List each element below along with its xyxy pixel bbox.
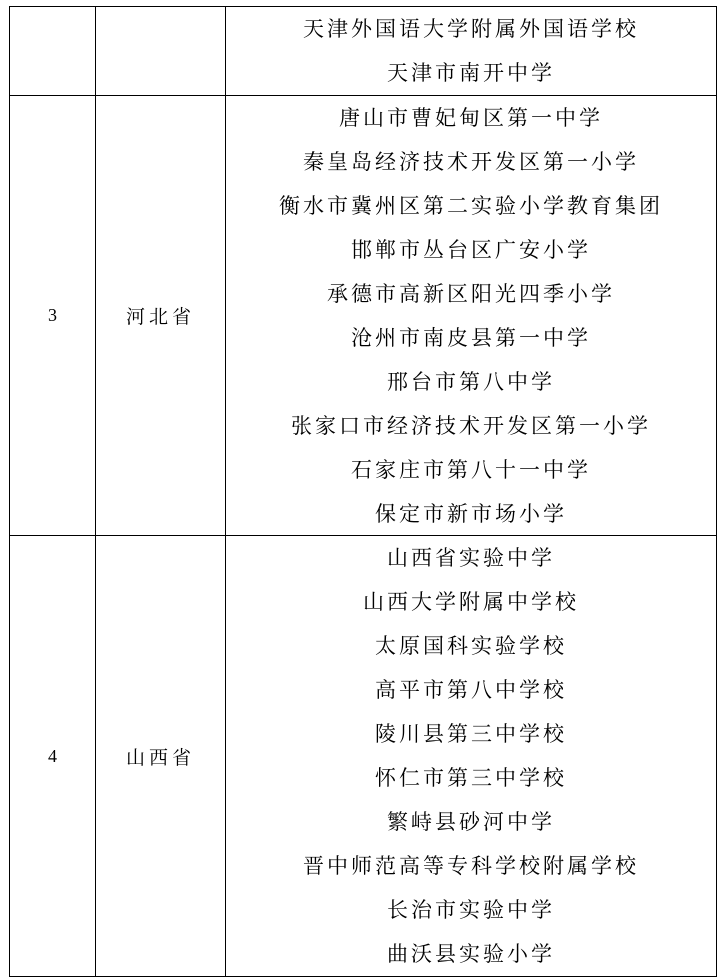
- school-name: 繁峙县砂河中学: [387, 810, 555, 834]
- province-cell: 河北省: [96, 96, 226, 536]
- province-cell: [96, 7, 226, 96]
- school-name: 承德市高新区阳光四季小学: [327, 282, 615, 306]
- school-name: 曲沃县实验小学: [387, 942, 555, 966]
- row-number-cell: 3: [10, 96, 96, 536]
- row-number-cell: [10, 7, 96, 96]
- school-name: 晋中师范高等专科学校附属学校: [303, 854, 639, 878]
- table-row: [10, 7, 717, 96]
- school-list-cell: [226, 96, 717, 536]
- school-name: 张家口市经济技术开发区第一小学: [291, 414, 651, 438]
- school-name: 石家庄市第八十一中学: [351, 458, 591, 482]
- school-name: 唐山市曹妃甸区第一中学: [339, 106, 603, 130]
- school-name: 天津外国语大学附属外国语学校: [303, 17, 639, 41]
- table-row: [10, 536, 717, 977]
- school-name: 保定市新市场小学: [375, 502, 567, 526]
- school-name: 秦皇岛经济技术开发区第一小学: [303, 150, 639, 174]
- school-name: 天津市南开中学: [387, 61, 555, 85]
- table-row: [10, 96, 717, 536]
- school-list-cell: [226, 7, 717, 96]
- school-name: 沧州市南皮县第一中学: [351, 326, 591, 350]
- school-name: 高平市第八中学校: [375, 678, 567, 702]
- school-name: 邢台市第八中学: [387, 370, 555, 394]
- school-name: 太原国科实验学校: [375, 634, 567, 658]
- school-name: 衡水市冀州区第二实验小学教育集团: [279, 194, 663, 218]
- school-name: 山西省实验中学: [387, 546, 555, 570]
- school-name: 长治市实验中学: [387, 898, 555, 922]
- schools-table: [9, 6, 717, 977]
- province-cell: 山西省: [96, 536, 226, 977]
- row-number-cell: 4: [10, 536, 96, 977]
- school-name: 山西大学附属中学校: [363, 590, 579, 614]
- school-list-cell: [226, 536, 717, 977]
- school-name: 陵川县第三中学校: [375, 722, 567, 746]
- school-name: 邯郸市丛台区广安小学: [351, 238, 591, 262]
- school-name: 怀仁市第三中学校: [375, 766, 567, 790]
